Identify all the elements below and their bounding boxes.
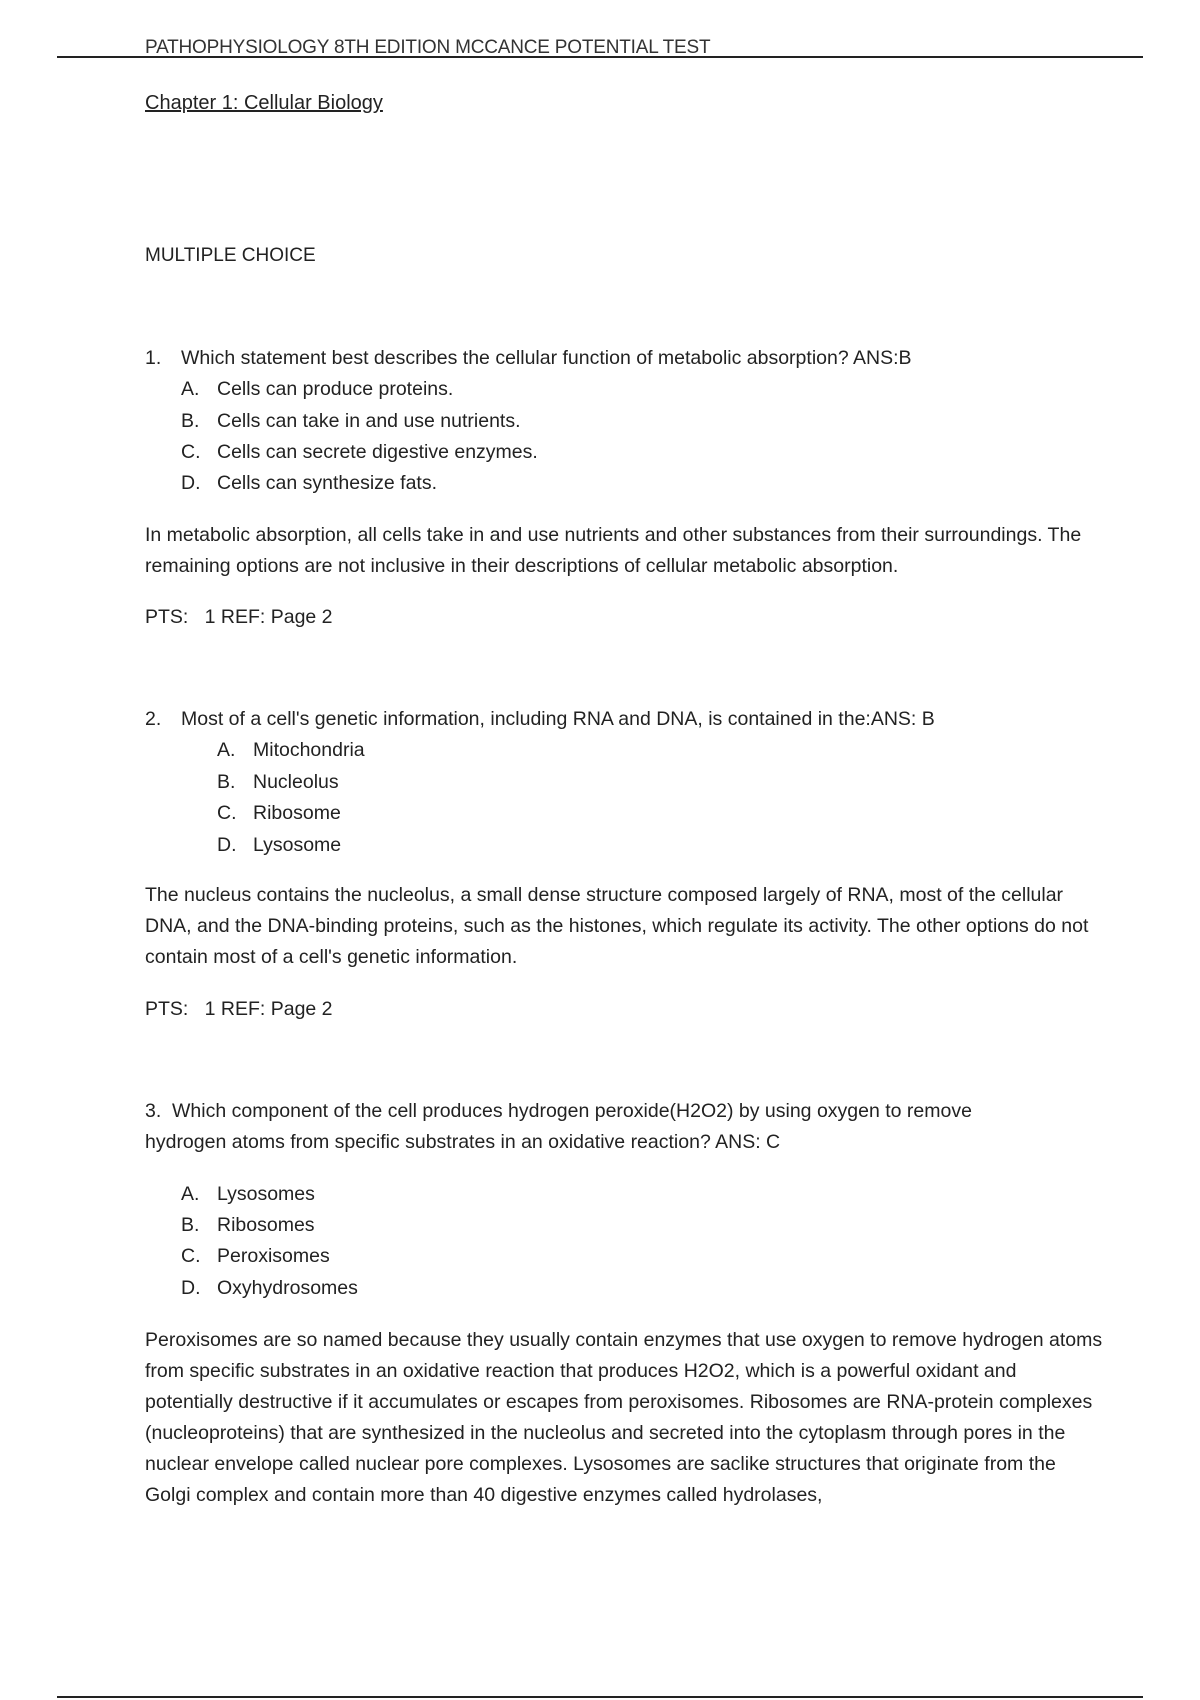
option-text: Nucleolus	[253, 771, 339, 793]
option	[181, 1214, 315, 1237]
question-2-rationale: The nucleus contains the nucleolus, a small dense structure composed largely of RNA, most of the cellular DNA, and the DNA-binding proteins, such as the histones, which regulate its activity. The other options do not contain most of a cell's genetic information.	[145, 884, 1089, 968]
pts-label: PTS:	[145, 606, 189, 628]
option-text: Lysosome	[253, 834, 342, 856]
question-1-rationale: In metabolic absorption, all cells take in and use nutrients and other substances from their surroundings. The remaining options are not inclusive in their descriptions of cellular metabolic absorption.	[145, 524, 1082, 577]
option-text: Oxyhydrosomes	[217, 1277, 358, 1299]
option	[181, 1277, 358, 1300]
question-1-points	[145, 606, 333, 629]
option-text: Cells can produce proteins.	[217, 378, 454, 400]
option	[217, 739, 365, 762]
option	[181, 472, 437, 495]
option-text: Cells can secrete digestive enzymes.	[217, 441, 538, 463]
section-label: MULTIPLE CHOICE	[145, 245, 316, 266]
header-rule	[57, 56, 1143, 58]
option	[181, 1183, 315, 1206]
question-text: Most of a cell's genetic information, including RNA and DNA, is contained in the:ANS: B	[181, 708, 935, 730]
pts-label: PTS:	[145, 998, 189, 1020]
option	[181, 441, 538, 464]
option	[217, 771, 339, 794]
footer-rule	[57, 1696, 1143, 1698]
ref-text: REF: Page 2	[220, 606, 333, 628]
question-number: 3.	[145, 1100, 162, 1122]
question-3-line-2: hydrogen atoms from specific substrates in an oxidative reaction? ANS: C	[145, 1131, 781, 1153]
chapter-title: Chapter 1: Cellular Biology	[145, 92, 383, 114]
option-letter: C.	[181, 441, 201, 463]
question-3-rationale: Peroxisomes are so named because they usually contain enzymes that use oxygen to remove hydrogen atoms from specific substrates in an oxidative reaction that produces H2O2, which is a powerful oxidant and potentially destructive if it accumulates or escapes from peroxisomes. Ribosomes are RNA-protein complexes (nucleoproteins) that are synthesized in the nucleolus and secreted into the cytoplasm through pores in the nuclear envelope called nuclear pore complexes. Lysosomes are saclike structures that originate from the Golgi complex and contain more than 40 digestive enzymes called hydrolases,	[145, 1329, 1103, 1506]
option-text: Cells can take in and use nutrients.	[217, 410, 521, 432]
option	[181, 378, 453, 401]
option-text: Ribosomes	[217, 1214, 315, 1236]
option-letter: B.	[181, 410, 200, 432]
option	[181, 410, 521, 433]
option-letter: A.	[217, 739, 236, 761]
option	[217, 802, 341, 825]
option-letter: A.	[181, 378, 200, 400]
option-letter: B.	[181, 1214, 200, 1236]
question-1-line	[145, 347, 912, 370]
question-2-points	[145, 998, 333, 1021]
option-letter: D.	[217, 834, 237, 856]
option	[217, 834, 341, 857]
option-letter: D.	[181, 1277, 201, 1299]
option-text: Cells can synthesize fats.	[217, 472, 438, 494]
option-letter: C.	[181, 1245, 201, 1267]
pts-value: 1	[204, 606, 216, 628]
option-text: Mitochondria	[253, 739, 365, 761]
pts-value: 1	[204, 998, 216, 1020]
question-number: 1.	[145, 347, 162, 369]
option-letter: B.	[217, 771, 236, 793]
option-letter: C.	[217, 802, 237, 824]
ref-text: REF: Page 2	[220, 998, 333, 1020]
option	[181, 1245, 330, 1268]
option-text: Lysosomes	[217, 1183, 315, 1205]
question-3-line-1	[145, 1100, 972, 1123]
question-number: 2.	[145, 708, 162, 730]
question-text: Which component of the cell produces hydrogen peroxide(H2O2) by using oxygen to remove	[172, 1100, 972, 1122]
option-text: Ribosome	[253, 802, 341, 824]
question-2-line	[145, 708, 935, 731]
question-text: Which statement best describes the cellular function of metabolic absorption? ANS:B	[181, 347, 912, 369]
option-text: Peroxisomes	[217, 1245, 330, 1267]
option-letter: D.	[181, 472, 201, 494]
header-title: PATHOPHYSIOLOGY 8TH EDITION MCCANCE POTENTIAL TEST	[145, 37, 711, 58]
option-letter: A.	[181, 1183, 200, 1205]
